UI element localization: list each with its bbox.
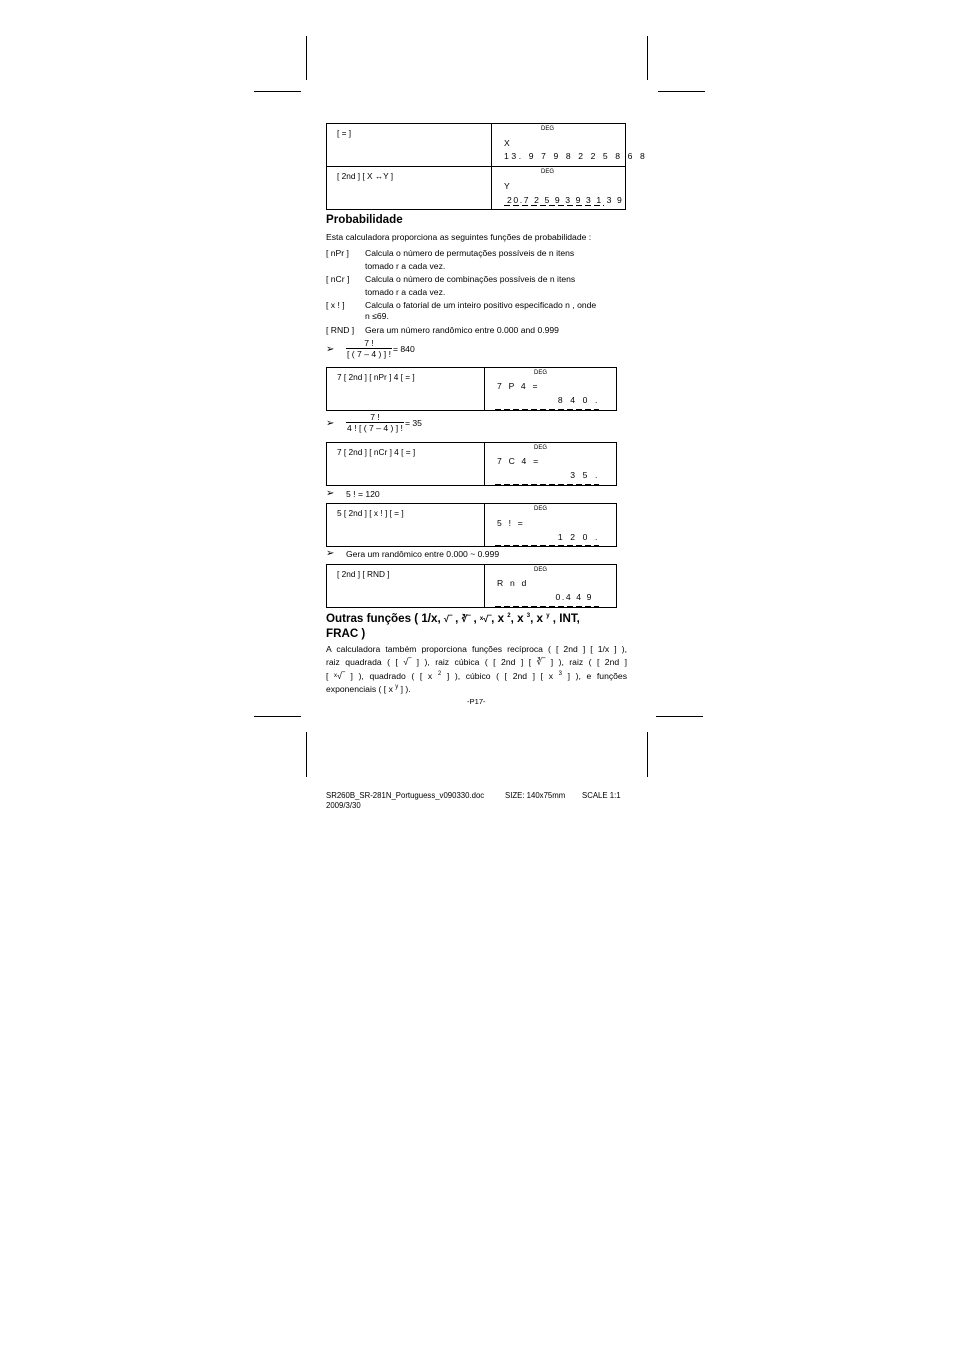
function-key: [ RND ] [326,325,355,335]
footer-scale: SCALE 1:1 [582,791,621,800]
deg-indicator: DEG [534,506,548,512]
arrow-bullet-icon: ➢ [326,548,335,559]
key-sequence: [ 2nd ] [ RND ] [337,569,390,579]
crop-mark [656,716,703,717]
function-desc: tomado r a cada vez. [365,287,446,297]
function-desc: Gera um número randômico entre 0.000 and 0.999 [365,325,559,335]
paragraph-line: A calculadora também proporciona funções recíproca ( [ 2nd ] [ 1/x ] ), [326,644,627,654]
function-key: [ x ! ] [326,300,345,310]
display-line-1: 7 P 4 = [497,381,540,391]
section-heading-line2: FRAC ) [326,627,366,640]
function-key: [ nCr ] [326,274,350,284]
crop-mark [306,732,307,777]
key-sequence: 5 [ 2nd ] [ x ! ] [ = ] [337,508,404,518]
numerator: 7 ! [346,412,404,423]
example-text: Gera um randômico entre 0.000 ~ 0.999 [346,549,500,559]
denominator: [ ( 7 – 4 ) ] ! [347,349,391,359]
function-desc: Calcula o número de permutações possíveis de n itens [365,248,575,258]
key-sequence: [ 2nd ] [ X ↔Y ] [337,171,394,181]
section-heading: Probabilidade [326,213,403,226]
function-key: [ nPr ] [326,248,349,258]
page-number: -P17- [467,697,486,706]
crop-mark [647,36,648,80]
arrow-bullet-icon: ➢ [326,344,335,355]
paragraph-line: [ ˣ√‾ ] ), quadrado ( [ x $^2$ ] ), cúbico ( [ 2nd ] [ x $^3$ ] ), e funções [326,670,627,683]
formula-fraction [346,412,404,433]
arrow-bullet-icon: ➢ [326,418,335,429]
deg-indicator: DEG [534,370,548,376]
display-line-2: 3 5 . [570,470,600,480]
deg-indicator: DEG [534,567,548,573]
calc-example-box [326,166,626,210]
function-desc: Calcula o número de combinações possíveis de n itens [365,274,576,284]
function-desc: n ≤69. [365,311,389,321]
display-line-1: X [504,138,512,148]
display-line-2: 8 4 0 . [557,395,600,405]
display-line-2: 1 2 0 . [557,532,600,542]
formula-fraction [346,338,392,359]
crop-mark [306,36,307,80]
deg-indicator: DEG [541,169,555,175]
paragraph-line: exponenciais ( [ x $^y$ ] ). [326,684,411,694]
calc-example-box [326,564,617,608]
function-desc: Calcula o fatorial de um inteiro positivo especificado n , onde [365,300,597,310]
display-line-1: 7 C 4 = [497,456,541,466]
crop-mark [254,91,301,92]
display-line-1: Y [504,181,512,191]
function-desc: tomado r a cada vez. [365,261,446,271]
square-root-icon: √‾ [403,657,412,667]
display-line-1: 5 ! = [497,518,525,528]
footer-filename: SR260B_SR-281N_Portuguess_v090330.doc [326,791,485,800]
crop-mark [254,716,301,717]
footer-size: SIZE: 140x75mm [505,791,566,800]
paragraph-line: raiz quadrada ( [ √‾ ] ), raiz cúbica ( [ 2nd ] [ ∛‾ ] ), raiz ( [ 2nd ] [326,656,627,669]
denominator: 4 ! [ ( 7 – 4 ) ] ! [347,423,403,433]
intro-text: Esta calculadora proporciona as seguintes funções de probabilidade : [326,232,592,242]
display-line-2: 0.4 4 9 [555,592,593,602]
calc-example-box [326,442,617,486]
key-sequence: 7 [ 2nd ] [ nPr ] 4 [ = ] [337,372,415,382]
square-root-icon: √‾ [443,614,452,624]
cube-root-icon: ∛‾ [461,614,471,624]
numerator: 7 ! [346,338,392,349]
deg-indicator: DEG [541,126,555,132]
key-sequence: [ = ] [337,128,352,138]
key-sequence: 7 [ 2nd ] [ nCr ] 4 [ = ] [337,447,416,457]
section-heading: Outras funções ( 1/x, √‾ , ∛‾ , ˣ√‾, x $^2$, x $^3$, x $^y$ , INT, [326,612,580,625]
calc-example-box [326,367,617,411]
arrow-bullet-icon: ➢ [326,488,335,499]
nth-root-icon: ˣ√‾ [334,671,345,681]
display-line-1: R n d [497,578,529,588]
display-line-2: 13. 9 7 9 8 2 2 5 8 6 8 [504,151,648,161]
nth-root-icon: ˣ√‾ [479,614,492,624]
crop-mark [658,91,705,92]
crop-mark [647,732,648,777]
footer-date: 2009/3/30 [326,801,361,810]
cube-root-icon: ∛‾ [536,657,546,667]
calc-example-box [326,503,617,547]
formula-result: = 840 [393,344,415,354]
display-line-2: 20.7 2 5 9 3 9 3 1 3 9 [507,195,624,205]
deg-indicator: DEG [534,445,548,451]
formula-result: = 35 [405,418,422,428]
example-text: 5 ! = 120 [346,489,380,499]
calc-example-box [326,123,648,167]
